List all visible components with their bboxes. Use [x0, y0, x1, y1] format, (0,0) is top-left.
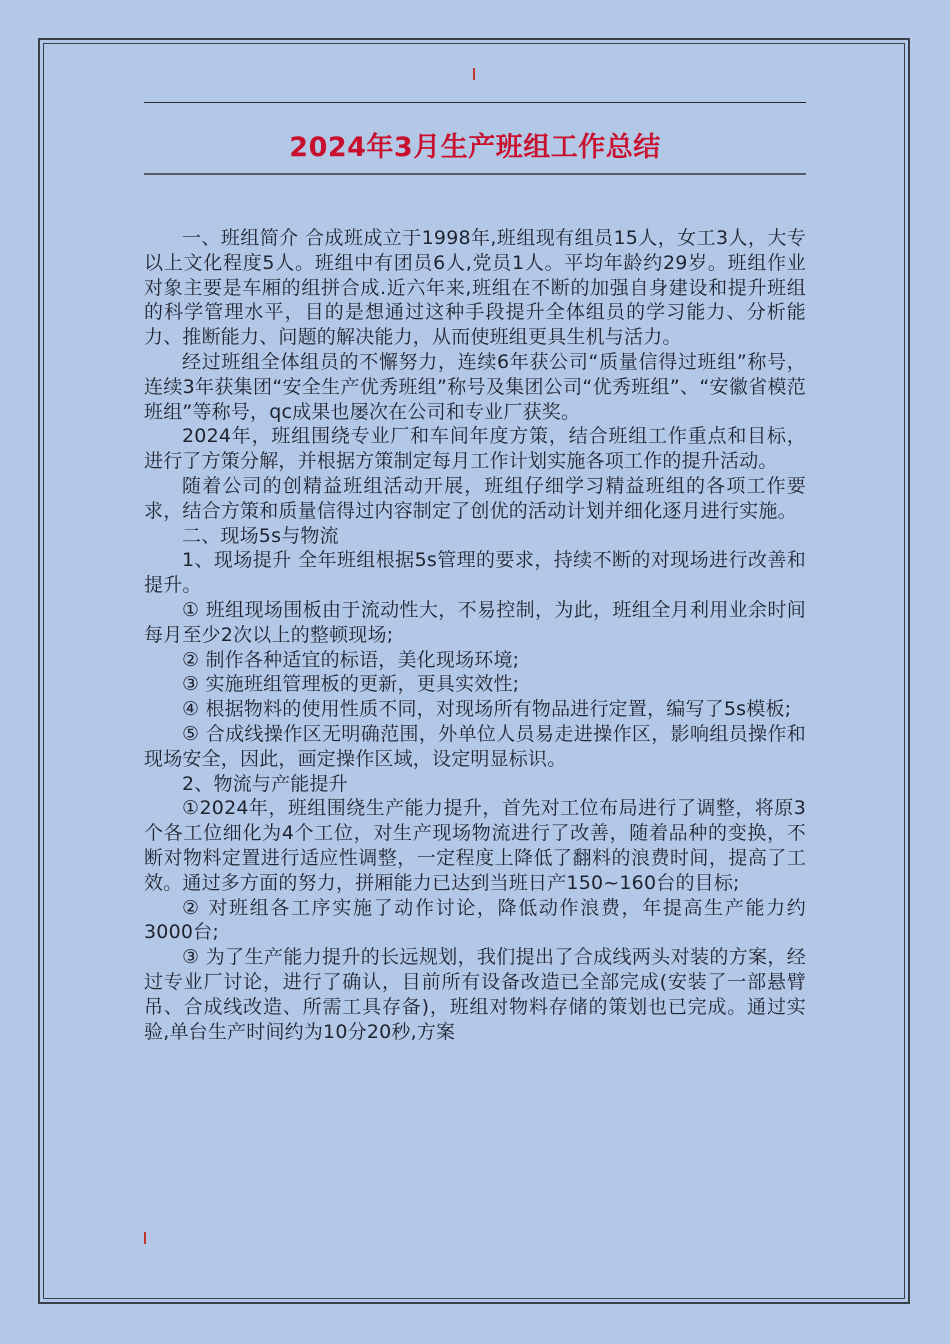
- list-item-5: ⑤ 合成线操作区无明确范围，外单位人员易走进操作区，影响组员操作和现场安全，因此，画定操作区域，设定明显标识。: [144, 722, 806, 770]
- paragraph-honors: 经过班组全体组员的不懈努力，连续6年获公司“质量信得过班组”称号，连续3年获集团“安全生产优秀班组”称号及集团公司“优秀班组”、“安徽省模范班组”等称号，qc成果也屡次在公司和专业厂获奖。: [144, 350, 806, 423]
- header-cursor-mark: [473, 68, 475, 80]
- subsection-site-improvement: 1、现场提升 全年班组根据5s管理的要求，持续不断的对现场进行改善和提升。: [144, 549, 806, 597]
- paragraph-annual-plan: 2024年，班组围绕专业厂和车间年度方策，结合班组工作重点和目标，进行了方策分解，并根据方策制定每月工作计划实施各项工作的提升活动。: [144, 425, 806, 473]
- list-item-3: ③ 实施班组管理板的更新，更具实效性;: [182, 673, 520, 696]
- logistics-item-2: ② 对班组各工序实施了动作讨论，降低动作浪费，年提高生产能力约3000台;: [144, 896, 806, 944]
- document-title: 2024年3月生产班组工作总结: [289, 132, 661, 163]
- logistics-item-1: ①2024年，班组围绕生产能力提升，首先对工位布局进行了调整，将原3个各工位细化为4个工位，对生产现场物流进行了改善，随着品种的变换，不断对物料定置进行适应性调整，一定程度上降低了翻料的浪费时间，提高了工效。通过多方面的努力，拼厢能力已达到当班日产150~160台的目标;: [144, 797, 806, 894]
- list-item-1: ① 班组现场围板由于流动性大，不易控制，为此，班组全月利用业余时间每月至少2次以上的整顿现场;: [144, 598, 806, 646]
- title-divider: [144, 173, 806, 175]
- subsection-logistics: 2、物流与产能提升: [182, 772, 348, 795]
- header-divider: [144, 102, 806, 103]
- list-item-4: ④ 根据物料的使用性质不同，对现场所有物品进行定置，编写了5s模板;: [182, 698, 792, 721]
- section-heading-5s: 二、现场5s与物流: [182, 524, 339, 547]
- document-body: [144, 226, 806, 1044]
- list-item-2: ② 制作各种适宜的标语，美化现场环境;: [182, 648, 520, 671]
- logistics-item-3: ③ 为了生产能力提升的长远规划，我们提出了合成线两头对装的方案，经过专业厂讨论，进行了确认，目前所有设备改造已全部完成(安装了一部悬臂吊、合成线改造、所需工具存备)，班组对物料存储的策划也已完成。通过实验,单台生产时间约为10分20秒,方案: [144, 946, 806, 1043]
- footer-cursor-mark: [144, 1232, 146, 1244]
- paragraph-lean-team: 随着公司的创精益班组活动开展，班组仔细学习精益班组的各项工作要求，结合方策和质量信得过内容制定了创优的活动计划并细化逐月进行实施。: [144, 474, 806, 522]
- paragraph-intro: 一、班组简介 合成班成立于1998年,班组现有组员15人，女工3人，大专以上文化程度5人。班组中有团员6人,党员1人。平均年龄约29岁。班组作业对象主要是车厢的组拼合成.近六年来,班组在不断的加强自身建设和提升班组的科学管理水平，目的是想通过这种手段提升全体组员的学习能力、分析能力、推断能力、问题的解决能力，从而使班组更具生机与活力。: [144, 227, 806, 349]
